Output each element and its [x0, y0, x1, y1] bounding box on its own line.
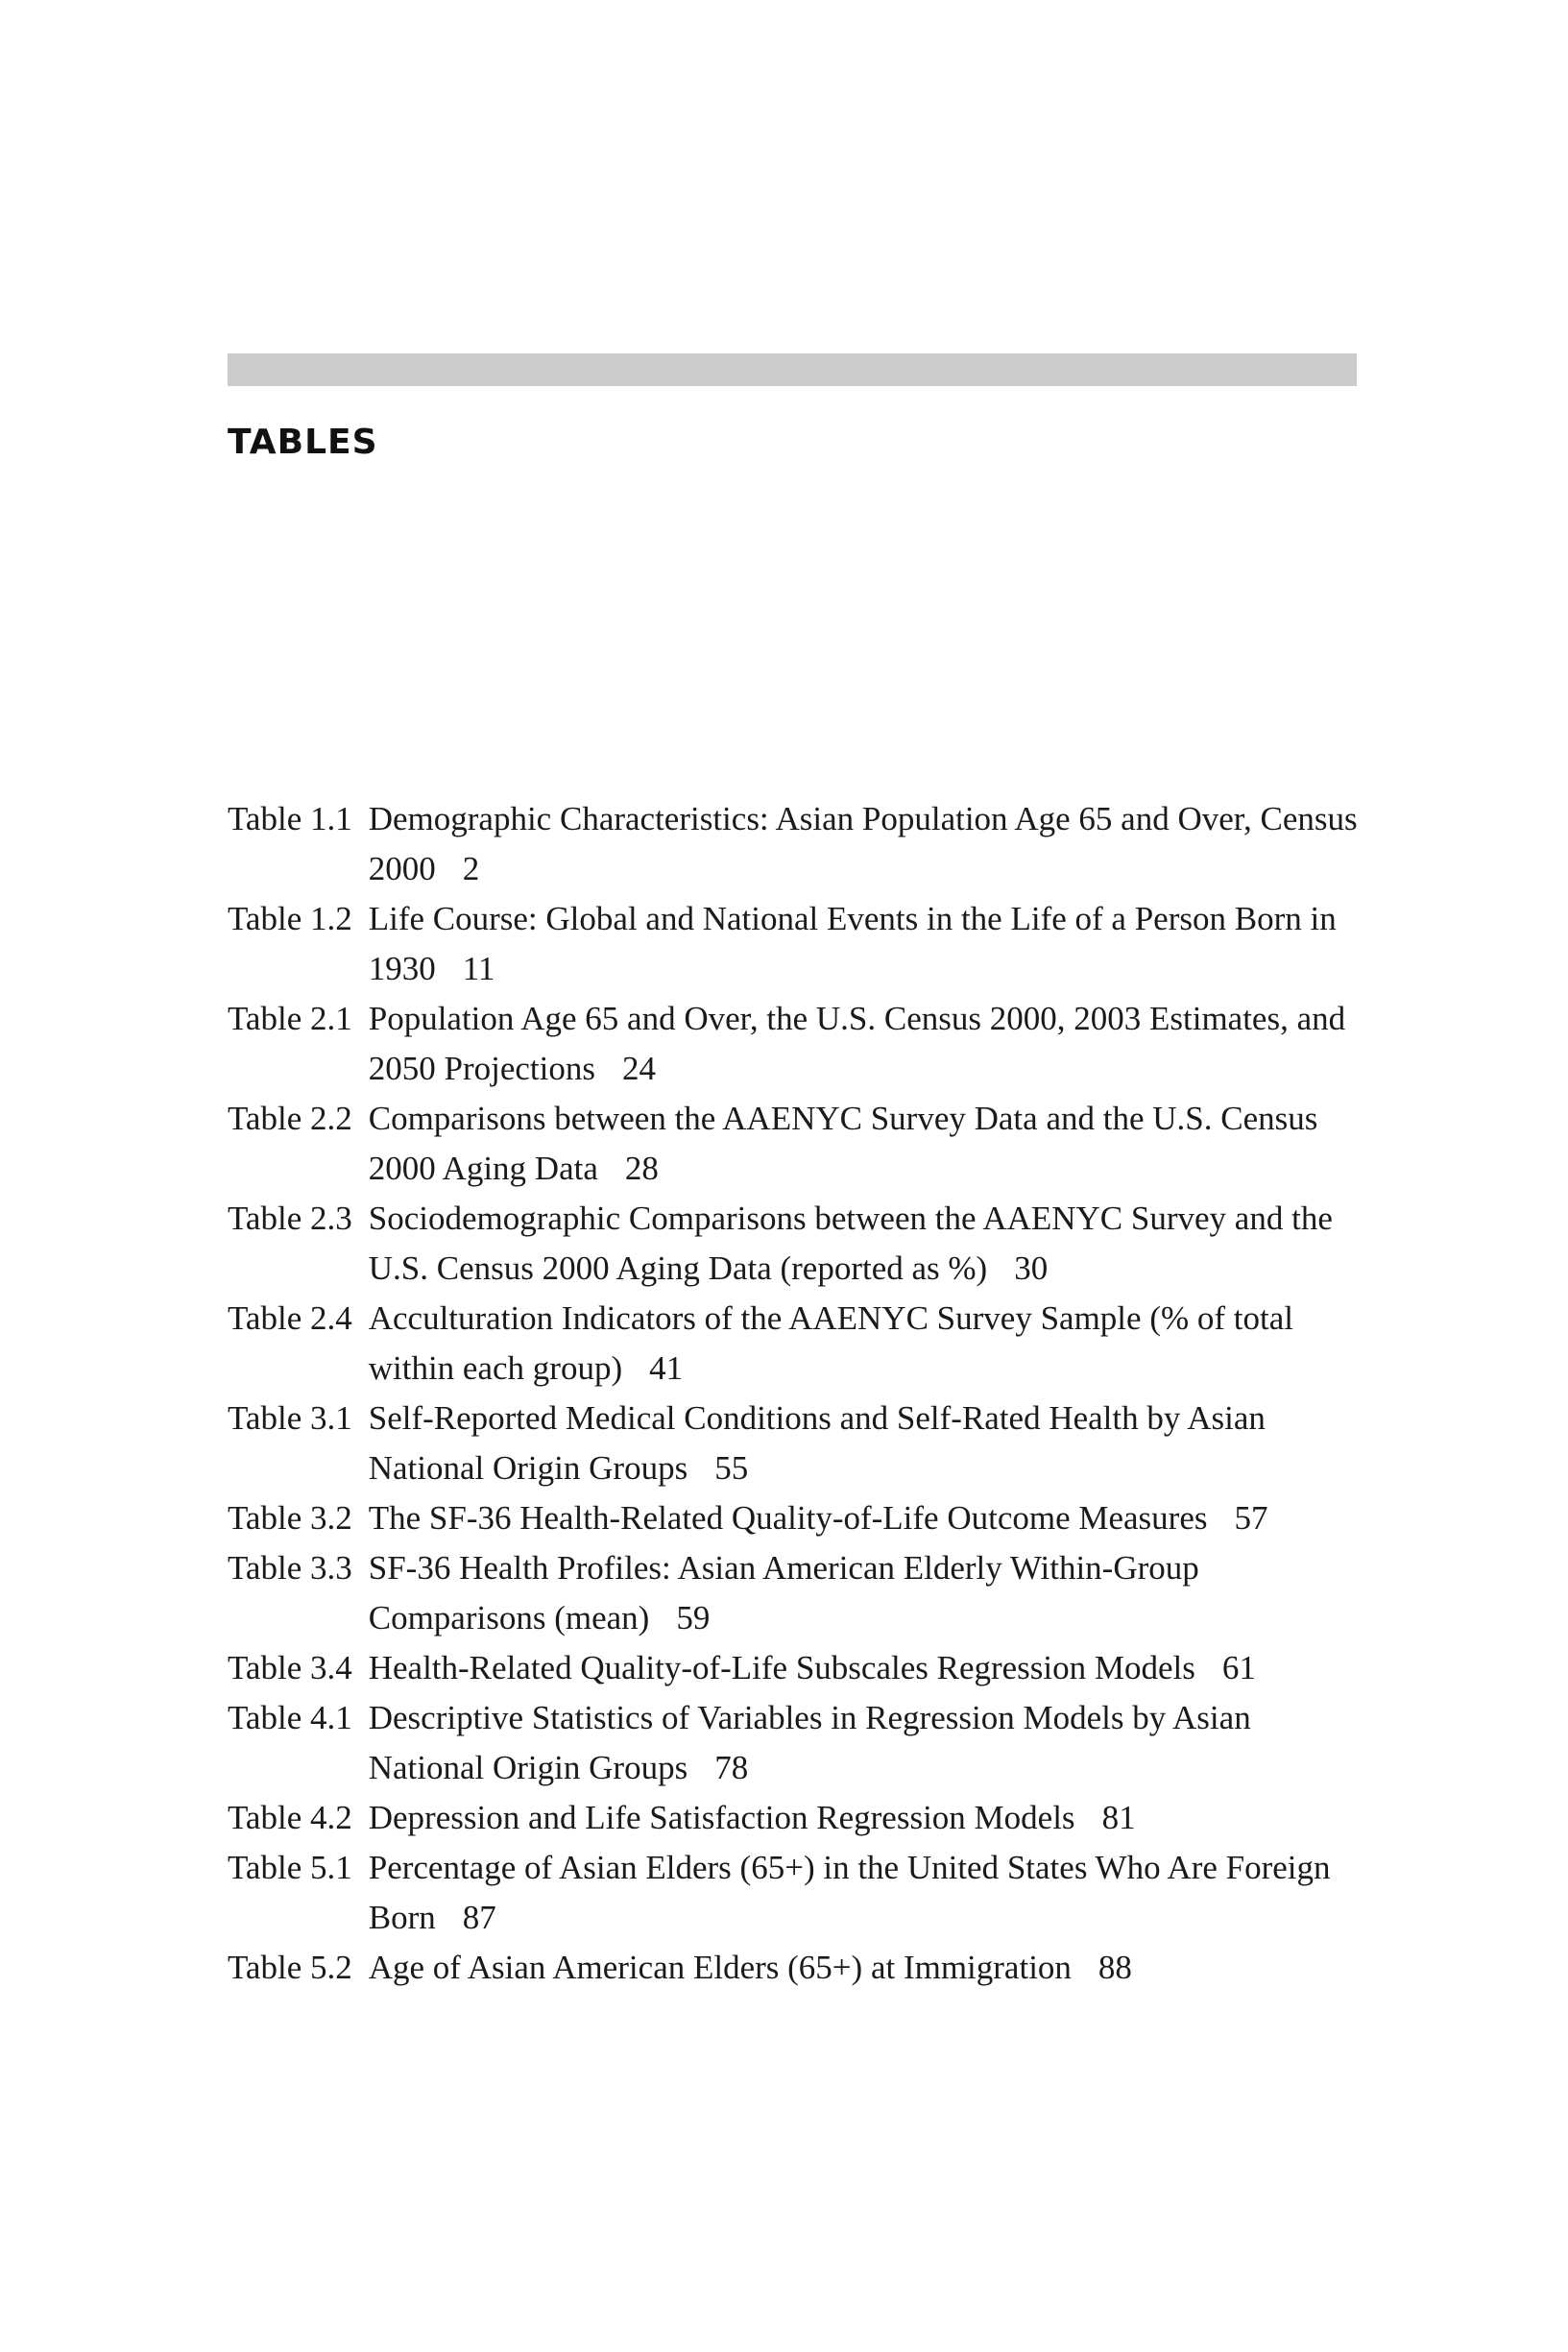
- page-number: 78: [714, 1749, 749, 1786]
- table-title: The SF-36 Health-Related Quality-of-Life Outcome Measures: [368, 1499, 1208, 1537]
- table-title: Age of Asian American Elders (65+) at Immigration: [368, 1949, 1072, 1986]
- table-title: Acculturation Indicators of the AAENYC Survey Sample (% of total within each group): [368, 1299, 1293, 1387]
- page-number: 87: [462, 1899, 496, 1936]
- list-item: [228, 1294, 1370, 1394]
- list-item: [228, 894, 1370, 994]
- table-title: Health-Related Quality-of-Life Subscales Regression Models: [368, 1649, 1195, 1686]
- table-title: Life Course: Global and National Events in the Life of a Person Born in 1930: [368, 900, 1337, 987]
- table-title: SF-36 Health Profiles: Asian American Elderly Within-Group Comparisons (mean): [368, 1549, 1199, 1637]
- entry-text: [369, 1394, 1370, 1493]
- list-item: [228, 1793, 1370, 1843]
- page-number: 24: [621, 1050, 656, 1087]
- entry-text: [369, 1094, 1370, 1194]
- entry-text: [369, 1793, 1370, 1843]
- table-label: Table 3.1: [228, 1399, 352, 1437]
- header-rule: [228, 353, 1357, 386]
- page-number: 28: [624, 1150, 659, 1187]
- page-number: 61: [1221, 1649, 1256, 1686]
- entry-text: [369, 1643, 1370, 1693]
- table-label: Table 4.2: [228, 1799, 352, 1836]
- entry-text: [369, 1194, 1370, 1294]
- list-item: [228, 1693, 1370, 1793]
- page-number: 2: [462, 850, 480, 887]
- page-number: 59: [676, 1599, 711, 1637]
- table-title: Demographic Characteristics: Asian Population Age 65 and Over, Census 2000: [368, 800, 1358, 887]
- tables-list: [228, 794, 1370, 1993]
- list-item: [228, 1643, 1370, 1693]
- list-item: [228, 994, 1370, 1094]
- entry-text: [369, 1943, 1370, 1993]
- table-label: Table 3.4: [228, 1649, 352, 1686]
- entry-text: [369, 1543, 1370, 1643]
- page-number: 11: [462, 950, 495, 987]
- entry-text: [369, 794, 1370, 894]
- page-number: 57: [1234, 1499, 1268, 1537]
- table-title: Comparisons between the AAENYC Survey Data and the U.S. Census 2000 Aging Data: [368, 1100, 1318, 1187]
- page-title: TABLES: [228, 423, 378, 462]
- page-number: 55: [714, 1449, 749, 1487]
- list-item: [228, 1543, 1370, 1643]
- entry-text: [369, 1693, 1370, 1793]
- table-title: Sociodemographic Comparisons between the AAENYC Survey and the U.S. Census 2000 Aging Data (reported as %): [368, 1200, 1333, 1287]
- table-label: Table 2.2: [228, 1100, 352, 1137]
- table-label: Table 2.3: [228, 1200, 352, 1237]
- entry-text: [369, 894, 1370, 994]
- list-item: [228, 1394, 1370, 1493]
- list-item: [228, 1493, 1370, 1543]
- table-label: Table 3.2: [228, 1499, 352, 1537]
- page-number: 88: [1098, 1949, 1132, 1986]
- list-item: [228, 1194, 1370, 1294]
- table-title: Percentage of Asian Elders (65+) in the United States Who Are Foreign Born: [368, 1849, 1331, 1936]
- list-item: [228, 1094, 1370, 1194]
- table-title: Population Age 65 and Over, the U.S. Census 2000, 2003 Estimates, and 2050 Projections: [368, 1000, 1346, 1087]
- list-item: [228, 1843, 1370, 1943]
- entry-text: [369, 1843, 1370, 1943]
- table-title: Self-Reported Medical Conditions and Self-Rated Health by Asian National Origin Groups: [368, 1399, 1266, 1487]
- table-label: Table 2.4: [228, 1299, 352, 1337]
- page-number: 41: [649, 1349, 684, 1387]
- page-number: 81: [1101, 1799, 1136, 1836]
- table-label: Table 1.2: [228, 900, 352, 937]
- entry-text: [369, 1493, 1370, 1543]
- table-title: Descriptive Statistics of Variables in Regression Models by Asian National Origin Groups: [368, 1699, 1251, 1786]
- page-number: 30: [1014, 1249, 1049, 1287]
- table-label: Table 5.1: [228, 1849, 352, 1886]
- list-item: [228, 794, 1370, 894]
- table-label: Table 2.1: [228, 1000, 352, 1037]
- table-label: Table 5.2: [228, 1949, 352, 1986]
- table-title: Depression and Life Satisfaction Regression Models: [368, 1799, 1075, 1836]
- entry-text: [369, 994, 1370, 1094]
- table-label: Table 4.1: [228, 1699, 352, 1736]
- entry-text: [369, 1294, 1370, 1394]
- table-label: Table 1.1: [228, 800, 352, 837]
- table-label: Table 3.3: [228, 1549, 352, 1587]
- list-item: [228, 1943, 1370, 1993]
